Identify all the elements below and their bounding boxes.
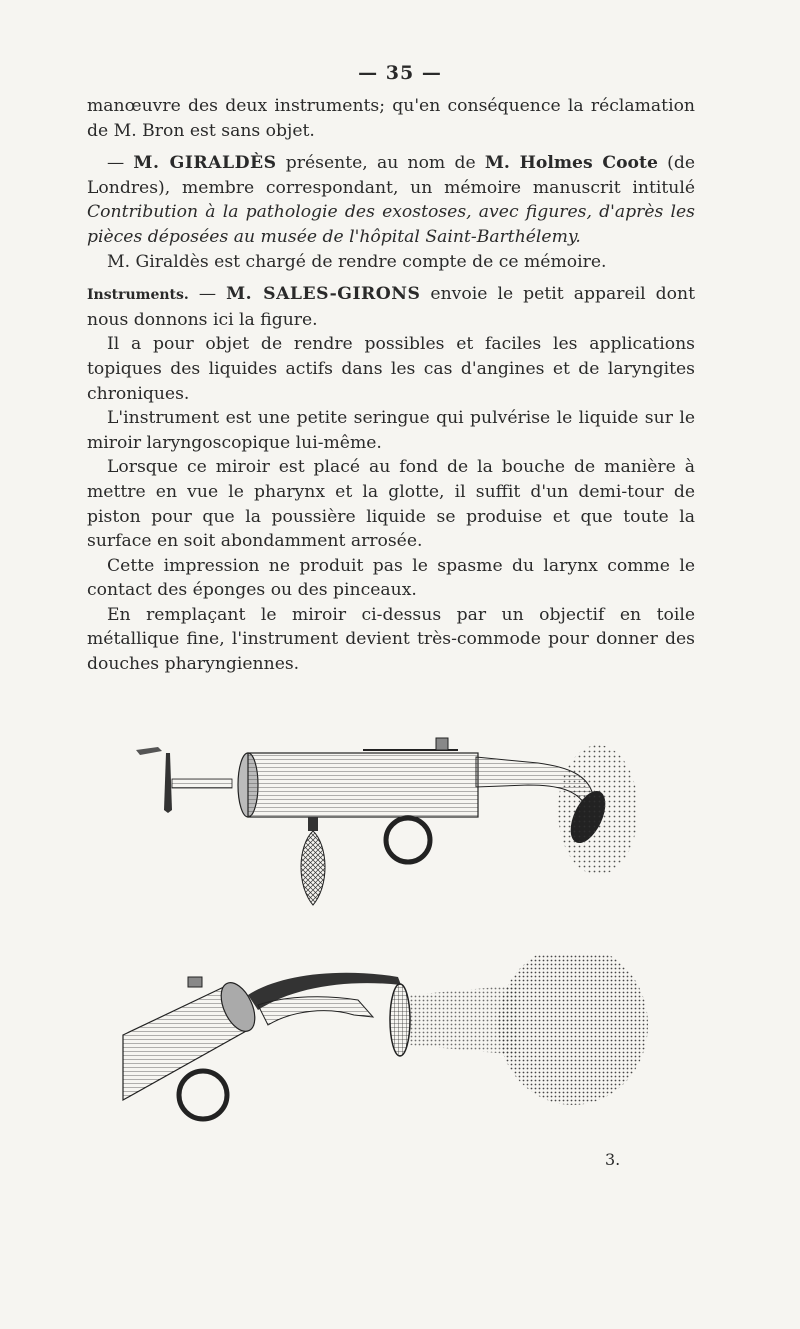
- memoir-title: Contribution à la pathologie des exostoses, avec figures, d'après les pièces déposées au musée de l'hôpital Saint-Barthélemy.: [87, 202, 695, 247]
- paragraph-8: Cette impression ne produit pas le spasme du larynx comme le contact des éponges ou des pinceaux.: [87, 555, 695, 601]
- dash: —: [188, 284, 227, 305]
- spray-pattern-icon: [558, 745, 638, 875]
- mesh-objective-icon: [390, 984, 410, 1056]
- paragraph-text: présente, au nom de: [276, 153, 485, 174]
- paragraph-text: envoie le petit appareil dont nous donnons ici la figure.: [87, 284, 695, 330]
- bulb-handle-icon: [301, 817, 325, 905]
- body-text: [87, 94, 695, 677]
- paragraph-3: M. Giraldès est chargé de rendre compte de ce mémoire.: [107, 251, 607, 272]
- paragraph-4: [87, 282, 695, 332]
- finger-ring-icon: [386, 818, 430, 862]
- crank-handle-icon: [136, 747, 232, 813]
- paragraph-6: L'instrument est une petite seringue qui pulvérise le liquide sur le miroir laryngoscopique lui-même.: [87, 408, 695, 453]
- author-name-2: M. Holmes Coote: [484, 153, 658, 174]
- paragraph-7: Lorsque ce miroir est placé au fond de la bouche de manière à mettre en vue le pharynx et la glotte, il suffit d'un demi-tour de piston pour que la poussière liquide se produise et que toute la surface en soit abondamment arrosée.: [87, 457, 695, 552]
- signature-mark: 3.: [605, 1150, 621, 1169]
- dash: —: [107, 153, 134, 174]
- finger-ring-icon: [179, 1071, 227, 1119]
- syringe-barrel-icon: [238, 738, 478, 817]
- paragraph-2: [87, 151, 695, 249]
- paragraph-1: manœuvre des deux instruments; qu'en conséquence la réclamation de M. Bron est sans objet.: [87, 96, 695, 141]
- paragraph-9: En remplaçant le miroir ci-dessus par un objectif en toile métallique fine, l'instrument devient très-commode pour donner des douches pharyngiennes.: [87, 604, 695, 675]
- spray-pattern-icon: [410, 955, 648, 1105]
- page-number: — 35 —: [358, 62, 442, 84]
- author-name: M. SALES-GIRONS: [226, 284, 421, 305]
- syringe-mirror-figure: [118, 735, 648, 915]
- syringe-barrel-icon: [123, 977, 262, 1100]
- paragraph-5: Il a pour objet de rendre possibles et faciles les applications topiques des liquides actifs dans les cas d'angines et de laryngites chroniques.: [87, 334, 695, 404]
- author-name: M. GIRALDÈS: [133, 153, 277, 174]
- syringe-mesh-figure: [118, 955, 648, 1135]
- section-heading: Instruments.: [87, 287, 189, 304]
- paragraph-text: (de Londres), membre correspondant, un mémoire manuscrit intitulé: [87, 153, 695, 198]
- nozzle-tube-icon: [248, 973, 401, 1025]
